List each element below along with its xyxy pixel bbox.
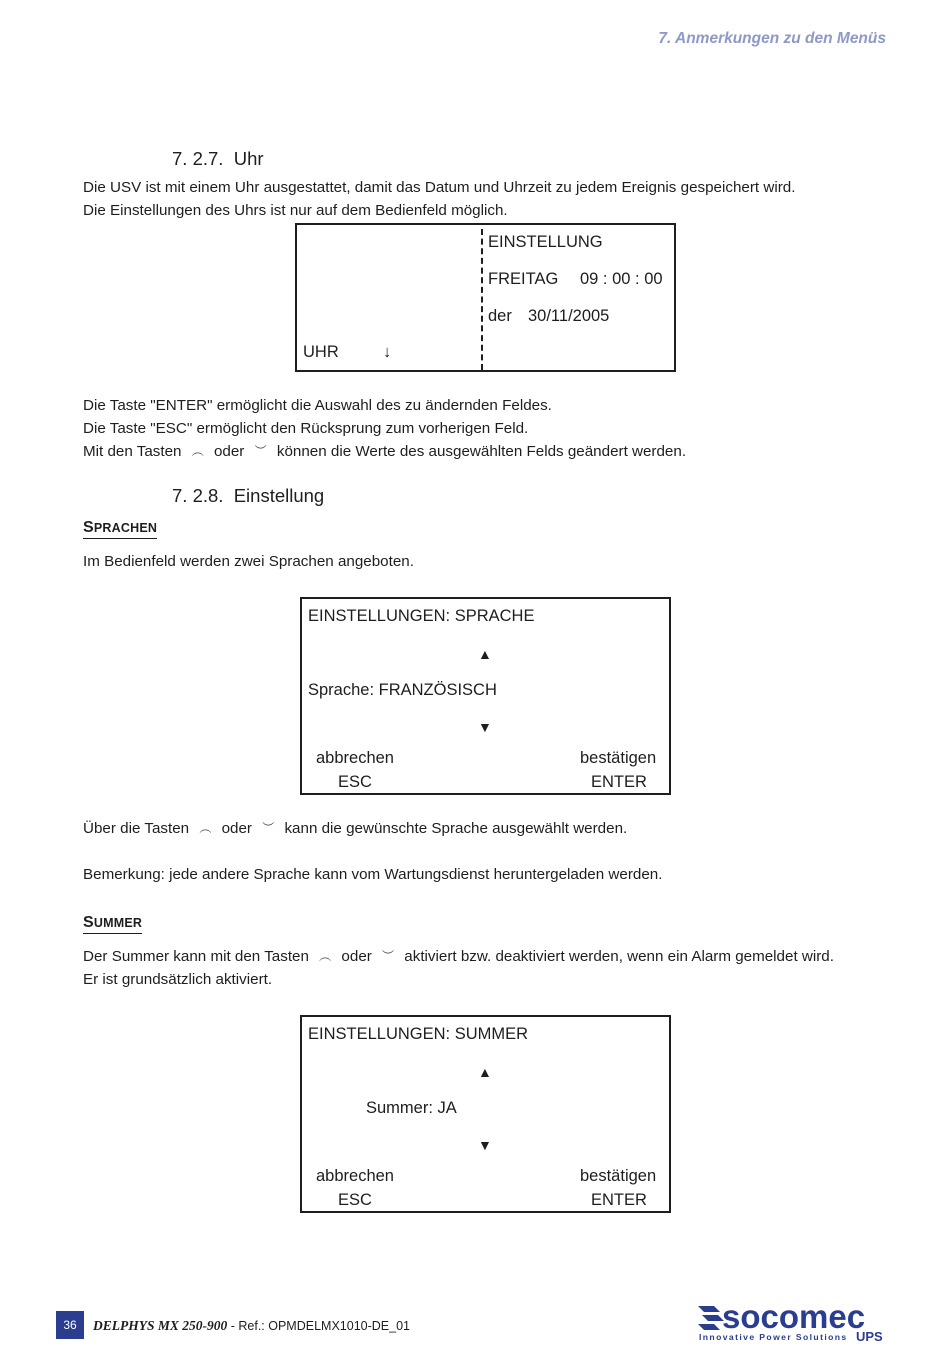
section-number: 7. 2.8. xyxy=(172,485,224,506)
logo-wordmark: socomec xyxy=(722,1300,866,1335)
page-number: 36 xyxy=(56,1311,84,1339)
section-heading-einstellung xyxy=(172,485,324,507)
esc-key-text: Die Taste "ESC" ermöglicht den Rücksprung zum vorherigen Feld. xyxy=(83,420,529,437)
subheading-sprachen xyxy=(83,519,157,539)
down-arrow-icon: ↓ xyxy=(383,343,392,361)
arrow-keys-text xyxy=(83,440,686,463)
clock-display-panel xyxy=(295,223,676,372)
clock-date: 30/11/2005 xyxy=(528,307,610,325)
summer-display-panel xyxy=(300,1015,671,1213)
subheading-initial: S xyxy=(83,914,94,931)
up-arrow-icon: ▲ xyxy=(478,1064,492,1080)
section-number: 7. 2.7. xyxy=(172,148,224,169)
keys-suffix: können die Werte des ausgewählten Felds geändert werden. xyxy=(276,443,687,460)
arrow-down-key-icon: ︶ xyxy=(262,821,275,835)
sprachen-intro: Im Bedienfeld werden zwei Sprachen angeboten. xyxy=(83,553,414,570)
arrow-up-key-icon: ︵ xyxy=(199,821,212,835)
arrow-up-key-icon: ︵ xyxy=(319,949,332,963)
keys-or: oder xyxy=(213,443,245,460)
intro-line-1: Die USV ist mit einem Uhr ausgestattet, damit das Datum und Uhrzeit zu jedem Ereignis gespeichert wird. xyxy=(83,179,796,196)
keys-prefix: Mit den Tasten xyxy=(83,443,182,460)
language-note: Bemerkung: jede andere Sprache kann vom Wartungsdienst heruntergeladen werden. xyxy=(83,866,663,883)
down-arrow-icon: ▼ xyxy=(478,1137,492,1153)
subheading-rest: UMMER xyxy=(93,916,143,930)
arrow-down-key-icon: ︶ xyxy=(382,949,395,963)
footer-reference xyxy=(93,1318,410,1334)
keys-prefix: Der Summer kann mit den Tasten xyxy=(83,948,309,965)
clock-time: 09 : 00 : 00 xyxy=(580,270,663,288)
summer-display-title: EINSTELLUNGEN: SUMMER xyxy=(308,1025,529,1043)
enter-key-text: Die Taste "ENTER" ermöglicht die Auswahl des zu ändernden Feldes. xyxy=(83,397,552,414)
chapter-header: 7. Anmerkungen zu den Menüs xyxy=(658,30,886,47)
clock-setting-title: EINSTELLUNG xyxy=(488,233,603,251)
clock-menu-label: UHR xyxy=(303,343,339,361)
arrow-up-key-icon: ︵ xyxy=(191,444,204,458)
keys-suffix: aktiviert bzw. deaktiviert werden, wenn ein Alarm gemeldet wird. xyxy=(404,948,834,965)
intro-line-2: Die Einstellungen des Uhrs ist nur auf dem Bedienfeld möglich. xyxy=(83,202,508,219)
cancel-label: abbrechen xyxy=(316,1167,394,1185)
language-keys-text xyxy=(83,817,627,840)
confirm-key: ENTER xyxy=(591,1191,647,1209)
arrow-down-key-icon: ︶ xyxy=(254,444,267,458)
cancel-key: ESC xyxy=(338,773,372,791)
keys-or: oder xyxy=(221,820,252,837)
logo-tagline: Innovative Power Solutions xyxy=(699,1332,848,1342)
keys-prefix: Über die Tasten xyxy=(83,820,190,837)
socomec-logo-icon xyxy=(698,1300,888,1344)
language-display-panel xyxy=(300,597,671,795)
summer-value: Summer: JA xyxy=(366,1099,457,1117)
language-value: Sprache: FRANZÖSISCH xyxy=(308,681,497,699)
subheading-initial: S xyxy=(83,519,94,536)
clock-day: FREITAG xyxy=(488,270,559,288)
cancel-key: ESC xyxy=(338,1191,372,1209)
confirm-label: bestätigen xyxy=(580,749,657,767)
section-title: Uhr xyxy=(233,148,264,169)
keys-suffix: kann die gewünschte Sprache ausgewählt werden. xyxy=(284,820,628,837)
language-display-title: EINSTELLUNGEN: SPRACHE xyxy=(308,607,535,625)
cancel-label: abbrechen xyxy=(316,749,394,767)
section-title: Einstellung xyxy=(233,485,325,506)
confirm-key: ENTER xyxy=(591,773,647,791)
keys-or: oder xyxy=(341,948,372,965)
clock-date-prefix: der xyxy=(488,307,512,325)
reference-text: - Ref.: OPMDELMX1010-DE_01 xyxy=(227,1319,410,1333)
logo-ups: UPS xyxy=(856,1329,883,1344)
summer-keys-text xyxy=(83,945,834,968)
up-arrow-icon: ▲ xyxy=(478,646,492,662)
down-arrow-icon: ▼ xyxy=(478,719,492,735)
section-heading-uhr xyxy=(172,148,264,170)
subheading-summer xyxy=(83,914,142,934)
summer-line-2: Er ist grundsätzlich aktiviert. xyxy=(83,971,273,988)
socomec-logo xyxy=(698,1300,888,1344)
subheading-rest: PRACHEN xyxy=(93,521,158,535)
panel-divider xyxy=(481,229,483,370)
confirm-label: bestätigen xyxy=(580,1167,657,1185)
product-name: DELPHYS MX 250-900 xyxy=(93,1318,228,1333)
